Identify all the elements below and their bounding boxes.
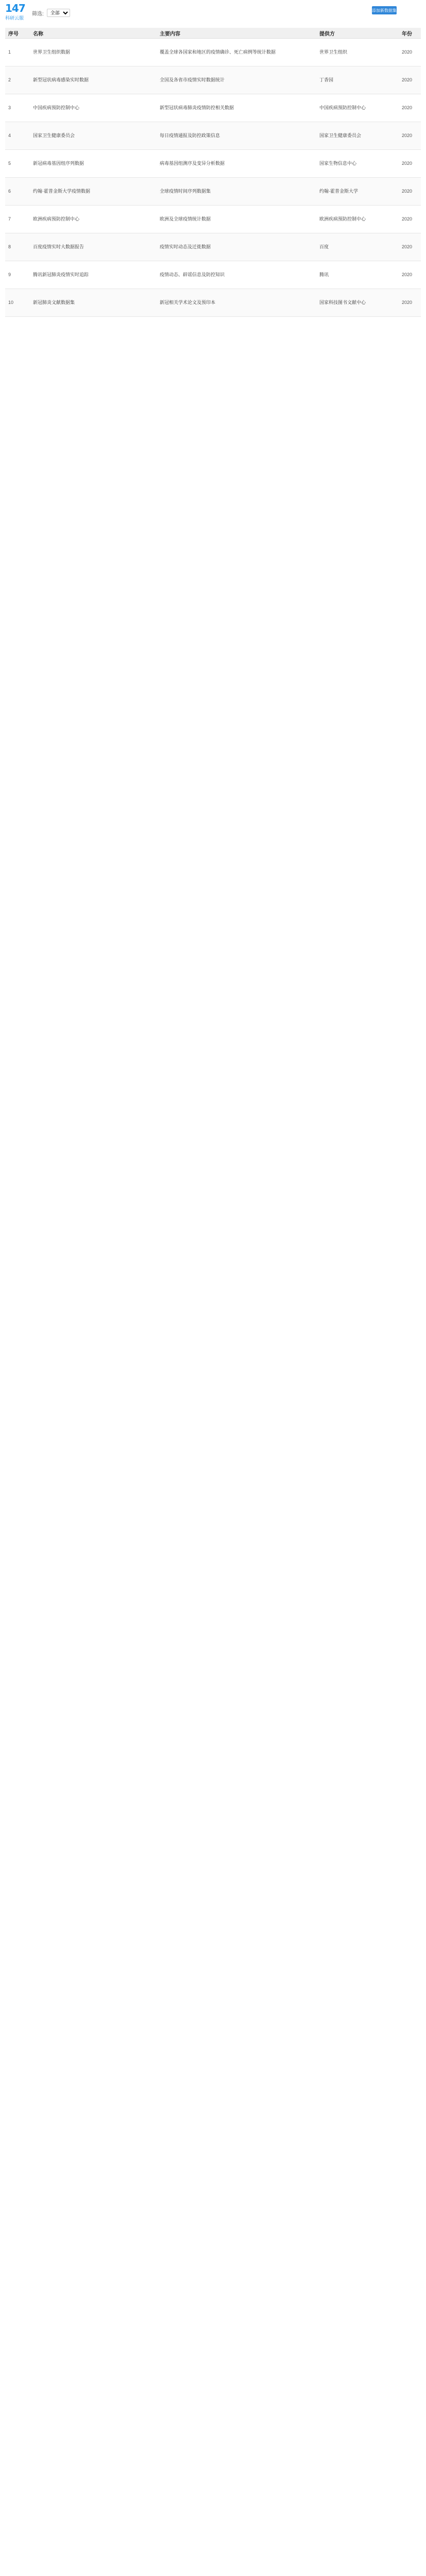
logo-subtitle: 科研云服	[5, 15, 24, 21]
cell-text: 丁香园	[319, 77, 334, 82]
table-cell-name	[30, 122, 157, 150]
table-cell-num	[5, 206, 30, 233]
table-cell-name	[30, 39, 157, 66]
table-row[interactable]	[5, 66, 421, 94]
table-cell-num	[5, 39, 30, 66]
cell-text: 欧洲及全球疫情统计数据	[160, 216, 211, 222]
cell-text: 10	[8, 300, 14, 305]
column-header: 提供方	[316, 28, 399, 39]
cell-text: 世界卫生组织数据	[33, 49, 71, 55]
table-row[interactable]	[5, 122, 421, 150]
table-cell-name	[30, 178, 157, 206]
table-cell-year	[399, 289, 421, 317]
cell-text: 国家卫生健康委员会	[319, 133, 362, 138]
table-cell-year	[399, 122, 421, 150]
table-cell-content	[157, 178, 316, 206]
table-cell-year	[399, 39, 421, 66]
table-cell-provider	[316, 233, 399, 261]
table-cell-num	[5, 233, 30, 261]
cell-text: 约翰·霍普金斯大学	[319, 189, 358, 194]
table-cell-year	[399, 178, 421, 206]
table-row[interactable]	[5, 150, 421, 178]
table-row[interactable]	[5, 233, 421, 261]
dataset-table	[5, 28, 421, 317]
cell-text: 新型冠状病毒感染实时数据	[33, 77, 89, 82]
table-cell-num	[5, 261, 30, 289]
table-cell-name	[30, 289, 157, 317]
table-row[interactable]	[5, 261, 421, 289]
cell-text: 2020	[402, 49, 413, 55]
cell-text: 世界卫生组织	[319, 49, 348, 55]
cell-text: 7	[8, 216, 11, 222]
logo-number: 147	[5, 2, 25, 14]
table-cell-content	[157, 66, 316, 94]
cell-text: 疫情动态、辟谣信息及防控知识	[160, 272, 225, 277]
table-cell-provider	[316, 178, 399, 206]
filter-label: 筛选:	[32, 11, 44, 17]
table-cell-num	[5, 289, 30, 317]
cell-text: 6	[8, 189, 11, 194]
cell-text: 百度	[319, 244, 329, 249]
table-cell-year	[399, 150, 421, 178]
cell-text: 5	[8, 161, 11, 166]
table-cell-name	[30, 233, 157, 261]
table-cell-name	[30, 206, 157, 233]
cell-text: 国家卫生健康委员会	[33, 133, 75, 138]
table-cell-year	[399, 261, 421, 289]
cell-text: 2020	[402, 77, 413, 82]
table-cell-provider	[316, 261, 399, 289]
table-cell-content	[157, 39, 316, 66]
column-header: 序号	[5, 28, 30, 39]
cell-text: 2020	[402, 244, 413, 249]
table-cell-content	[157, 261, 316, 289]
table-cell-provider	[316, 289, 399, 317]
table-cell-year	[399, 206, 421, 233]
table-row[interactable]	[5, 289, 421, 317]
cell-text: 2020	[402, 216, 413, 222]
table-cell-year	[399, 66, 421, 94]
column-header: 名称	[30, 28, 157, 39]
cell-text: 3	[8, 105, 11, 110]
table-row[interactable]	[5, 178, 421, 206]
add-dataset-button[interactable]: 添加新数据集	[372, 6, 397, 14]
cell-text: 新冠相关学术论文及预印本	[160, 300, 216, 305]
cell-text: 疫情实时动态及迁徙数据	[160, 244, 211, 249]
cell-text: 病毒基因组测序及变异分析数据	[160, 161, 225, 166]
cell-text: 2020	[402, 272, 413, 277]
table-cell-provider	[316, 66, 399, 94]
cell-text: 覆盖全球各国家和地区的疫情确诊、死亡病例等统计数据	[160, 49, 276, 55]
cell-text: 腾讯	[319, 272, 329, 277]
cell-text: 全球疫情时间序列数据集	[160, 189, 211, 194]
table-header-row	[5, 28, 421, 39]
table-cell-content	[157, 150, 316, 178]
cell-text: 国家科技图书文献中心	[319, 300, 366, 305]
cell-text: 中国疾病预防控制中心	[319, 105, 366, 110]
table-row[interactable]	[5, 94, 421, 122]
table-cell-provider	[316, 150, 399, 178]
table-cell-provider	[316, 206, 399, 233]
table-row[interactable]	[5, 39, 421, 66]
cell-text: 欧洲疾病预防控制中心	[319, 216, 366, 222]
cell-text: 2020	[402, 133, 413, 138]
table-cell-num	[5, 178, 30, 206]
column-header: 年份	[399, 28, 421, 39]
cell-text: 新冠病毒基因组序列数据	[33, 161, 84, 166]
cell-text: 腾讯新冠肺炎疫情实时追踪	[33, 272, 89, 277]
cell-text: 8	[8, 244, 11, 249]
table-cell-name	[30, 66, 157, 94]
site-logo[interactable]	[5, 3, 26, 21]
table-row[interactable]	[5, 206, 421, 233]
cell-text: 国家生物信息中心	[319, 161, 357, 166]
cell-text: 2	[8, 77, 11, 82]
table-cell-provider	[316, 94, 399, 122]
table-cell-year	[399, 94, 421, 122]
table-cell-content	[157, 289, 316, 317]
table-cell-name	[30, 261, 157, 289]
cell-text: 4	[8, 133, 11, 138]
cell-text: 1	[8, 49, 11, 55]
cell-text: 2020	[402, 189, 413, 194]
cell-text: 2020	[402, 300, 413, 305]
table-cell-content	[157, 122, 316, 150]
table-cell-year	[399, 233, 421, 261]
table-cell-num	[5, 150, 30, 178]
table-cell-provider	[316, 39, 399, 66]
cell-text: 全国及各省市疫情实时数据统计	[160, 77, 225, 82]
cell-text: 2020	[402, 161, 413, 166]
table-cell-num	[5, 66, 30, 94]
cell-text: 新冠肺炎文献数据集	[33, 300, 75, 305]
table-cell-name	[30, 94, 157, 122]
column-header: 主要内容	[157, 28, 316, 39]
table-cell-provider	[316, 122, 399, 150]
cell-text: 百度疫情实时大数据报告	[33, 244, 84, 249]
cell-text: 新型冠状病毒肺炎疫情防控相关数据	[160, 105, 234, 110]
cell-text: 9	[8, 272, 11, 277]
table-cell-name	[30, 150, 157, 178]
cell-text: 约翰·霍普金斯大学疫情数据	[33, 189, 90, 194]
table-cell-num	[5, 94, 30, 122]
table-cell-content	[157, 233, 316, 261]
table-cell-content	[157, 94, 316, 122]
filter-select[interactable]	[47, 9, 70, 17]
cell-text: 中国疾病预防控制中心	[33, 105, 80, 110]
cell-text: 每日疫情通报及防控政策信息	[160, 133, 220, 138]
filter-bar	[32, 9, 70, 17]
table-cell-content	[157, 206, 316, 233]
cell-text: 2020	[402, 105, 413, 110]
cell-text: 欧洲疾病预防控制中心	[33, 216, 80, 222]
table-cell-num	[5, 122, 30, 150]
page-header	[0, 0, 426, 28]
